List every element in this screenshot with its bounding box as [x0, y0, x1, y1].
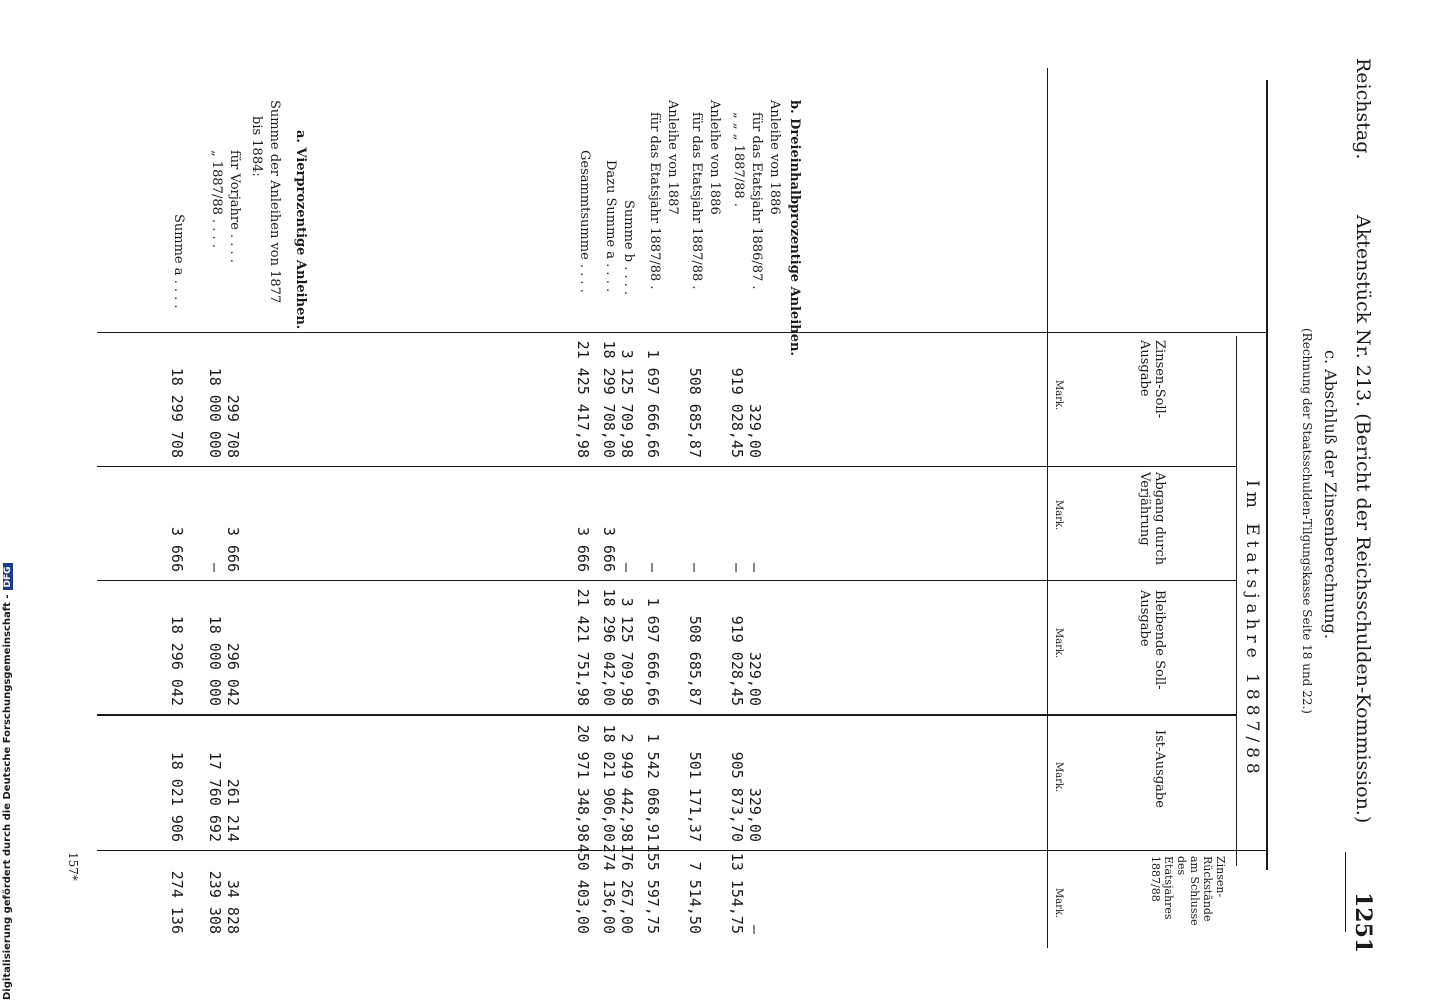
table-cell: 34 828 — [224, 879, 242, 934]
table-cell: 18 296 042 — [168, 615, 186, 706]
row-label: für Vorjahre . . . . — [227, 150, 242, 263]
table-cell: 3 125 709,98 — [618, 597, 636, 706]
row-label: bis 1884: — [249, 116, 264, 177]
table-cell: 1 697 666,66 — [644, 597, 662, 706]
side-note — [0, 0, 24, 1000]
header-center: Aktenstück Nr. 213. (Bericht der Reichsschulden-Kommission.) — [1352, 215, 1374, 824]
table-cell: 13 154,75 — [728, 852, 746, 934]
table-cell: 329,00 — [746, 651, 764, 706]
table-cell: — — [644, 562, 662, 572]
row-label: a. Vierprozentige Anleihen. — [293, 130, 308, 330]
table-cell: 508 685,87 — [686, 615, 704, 706]
row-label: Anleihe von 1886 — [767, 100, 782, 215]
col-header-ist: Ist-Ausgabe — [1152, 730, 1167, 808]
row-label: „ „ „ 1887/88 . — [731, 112, 746, 207]
row-label: Summe der Anleihen von 1877 — [267, 100, 282, 304]
section-title: c. Abschluß der Zinsenberechnung. — [1321, 350, 1340, 639]
col-unit-3: Mark. — [1053, 628, 1064, 659]
table-cell: 919 028,45 — [728, 367, 746, 458]
row-label: „ 1887/88 . . . . — [209, 150, 224, 248]
table-cell: 18 299 708 — [168, 367, 186, 458]
col-unit-1: Mark. — [1053, 380, 1064, 411]
table-cell: 905 873,70 — [728, 751, 746, 842]
row-label: Anleihe von 1886 — [707, 100, 722, 215]
table-cell: 1 542 068,91 — [644, 733, 662, 842]
row-label: Summe b . . . . — [621, 200, 636, 296]
row-label: für das Etatsjahr 1887/88 . — [647, 112, 662, 290]
table-cell: 18 296 042,00 — [600, 588, 618, 706]
dfg-logo: DFG — [3, 563, 13, 590]
row-label: für das Etatsjahr 1886/87 . — [749, 112, 764, 290]
table-cell: 20 971 348,98 — [574, 724, 592, 842]
table-cell: — — [686, 562, 704, 572]
table-cell: 18 021 906,00 — [600, 724, 618, 842]
header-left: Reichstag. — [1352, 58, 1374, 160]
table-cell: 155 597,75 — [644, 843, 662, 934]
row-label: Dazu Summe a . . . . — [603, 160, 618, 293]
table-cell: 239 308 — [206, 870, 224, 934]
table-cell: 508 685,87 — [686, 367, 704, 458]
table-cell: 296 042 — [224, 642, 242, 706]
table-cell: 919 028,45 — [728, 615, 746, 706]
table-cell: — — [206, 562, 224, 572]
digitization-note — [2, 563, 13, 1000]
table-cell: 176 267,00 — [618, 843, 636, 934]
col-unit-2: Mark. — [1053, 500, 1064, 531]
period-heading: Im Etatsjahre 1887/88 — [1242, 480, 1262, 779]
table-cell: 2 949 442,98 — [618, 733, 636, 842]
col-header-bleibende: Bleibende Soll-Ausgabe — [1137, 590, 1167, 690]
col-header-verjaehrung: Abgang durch Verjährung — [1137, 472, 1167, 566]
row-label: Gesammtsumme . . . . — [577, 150, 592, 293]
table-cell: 329,00 — [746, 787, 764, 842]
table-cell: 18 000 000 — [206, 615, 224, 706]
row-label: Summe a . . . . — [171, 214, 186, 309]
table-cell: 299 708 — [224, 394, 242, 458]
table-cell: 3 666 — [224, 526, 242, 572]
col-unit-4: Mark. — [1053, 762, 1064, 793]
sheet-mark: 157* — [66, 852, 80, 881]
table-cell: 7 514,50 — [686, 861, 704, 934]
table-cell: 21 421 751,98 — [574, 588, 592, 706]
table-cell: 501 171,37 — [686, 751, 704, 842]
table-cell: 274 136 — [168, 870, 186, 934]
table-cell: — — [746, 562, 764, 572]
subtitle: (Rechnung der Staatsschulden-Tilgungskasse Seite 18 und 22.) — [1300, 328, 1314, 714]
table-cell: 450 403,00 — [574, 843, 592, 934]
table-cell: 18 299 708,00 — [600, 340, 618, 458]
table-cell: 261 214 — [224, 778, 242, 842]
digitization-text: Digitalisierung gefördert durch die Deutsche Forschungsgemeinschaft - — [2, 594, 13, 1000]
table-cell: 274 136,00 — [600, 843, 618, 934]
table-cell: 3 666 — [168, 526, 186, 572]
table-cell: 18 000 000 — [206, 367, 224, 458]
col-header-soll: Zinsen-Soll-Ausgabe — [1137, 340, 1167, 419]
table-cell: — — [746, 924, 764, 934]
table-cell: 17 760 692 — [206, 751, 224, 842]
table-cell: 18 021 906 — [168, 751, 186, 842]
table-cell: 3 125 709,98 — [618, 349, 636, 458]
table-cell: — — [618, 562, 636, 572]
table-cell: 3 666 — [574, 526, 592, 572]
row-label: Anleihe von 1887 — [665, 100, 680, 215]
col-header-rueckstaende: Zinsen-Rückstände am Schlusse des Etatsjahres 1887/88 — [1149, 856, 1227, 926]
table-cell: — — [728, 562, 746, 572]
table-cell: 329,00 — [746, 403, 764, 458]
table-cell: 21 425 417,98 — [574, 340, 592, 458]
row-label: b. Dreieinhalbprozentige Anleihen. — [787, 100, 802, 356]
table-cell: 1 697 666,66 — [644, 349, 662, 458]
table-cell: 3 666 — [600, 526, 618, 572]
col-unit-5: Mark. — [1053, 888, 1064, 919]
row-label: für das Etatsjahr 1887/88 . — [689, 112, 704, 290]
page-number: 1251 — [1350, 892, 1376, 954]
